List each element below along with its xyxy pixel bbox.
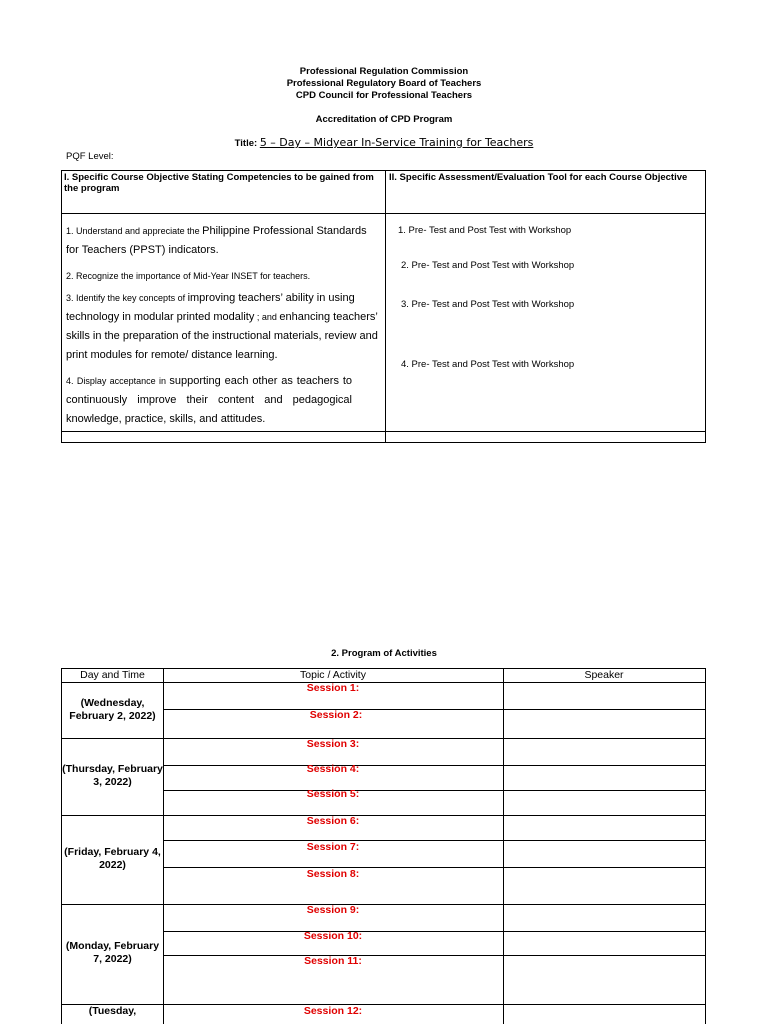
session-10: Session 10: xyxy=(303,930,363,942)
program-of-activities-heading: 2. Program of Activities xyxy=(331,648,437,659)
session-4: Session 4: xyxy=(306,763,360,775)
assessment-4: 4. Pre- Test and Post Test with Workshop xyxy=(401,359,575,370)
day-friday: (Friday, February 4, 2022) xyxy=(64,846,161,871)
title-label: Title: xyxy=(234,138,258,149)
day-monday: (Monday, February 7, 2022) xyxy=(65,940,160,965)
speaker-column-header: Speaker xyxy=(584,669,624,681)
objective-4: 4. Display acceptance in supporting each other as teachers to continuously improve their content and pedagogical knowledge, practice, skills, and attitudes. xyxy=(66,375,352,425)
session-2: Session 2: xyxy=(309,709,363,721)
board-name: Professional Regulatory Board of Teachers xyxy=(286,78,482,89)
day-thursday: (Thursday, February 3, 2022) xyxy=(62,763,163,788)
document-heading: Accreditation of CPD Program xyxy=(315,114,453,125)
session-3: Session 3: xyxy=(306,738,360,750)
commission-name: Professional Regulation Commission xyxy=(299,66,469,77)
objectives-table xyxy=(61,170,706,443)
session-5: Session 5: xyxy=(306,788,360,800)
objective-1: 1. Understand and appreciate the Philippine Professional Standards for Teachers (PPST) indicators. xyxy=(66,225,367,256)
session-1: Session 1: xyxy=(306,682,360,694)
title-value: 5 – Day – Midyear In-Service Training for Teachers xyxy=(259,136,534,149)
objectives-column-header: I. Specific Course Objective Stating Competencies to be gained from the program xyxy=(64,172,374,194)
session-7: Session 7: xyxy=(306,841,360,853)
assessment-column-header: II. Specific Assessment/Evaluation Tool for each Course Objective xyxy=(389,172,688,183)
council-name: CPD Council for Professional Teachers xyxy=(295,90,473,101)
objective-2: 2. Recognize the importance of Mid-Year INSET for teachers. xyxy=(66,271,311,281)
objective-3: 3. Identify the key concepts of improving teachers’ ability in using technology in modular printed modality ; and enhancing teachers’ skills in the preparation of the instructional materials, review and print modules for remote/ distance learning. xyxy=(66,292,378,361)
day-time-column-header: Day and Time xyxy=(80,669,145,681)
pqf-level-label: PQF Level: xyxy=(66,151,114,162)
program-table xyxy=(61,668,706,1024)
assessment-1: 1. Pre- Test and Post Test with Workshop xyxy=(398,225,572,236)
session-11: Session 11: xyxy=(304,955,362,967)
session-8: Session 8: xyxy=(306,868,360,880)
session-6: Session 6: xyxy=(306,815,360,827)
day-wednesday: (Wednesday, February 2, 2022) xyxy=(69,697,156,722)
session-12: Session 12: xyxy=(303,1005,363,1017)
assessment-3: 3. Pre- Test and Post Test with Workshop xyxy=(401,299,575,310)
program-title xyxy=(0,136,768,149)
day-tuesday: (Tuesday, xyxy=(88,1005,137,1017)
assessment-2: 2. Pre- Test and Post Test with Workshop xyxy=(401,260,575,271)
session-9: Session 9: xyxy=(306,904,360,916)
topic-column-header: Topic / Activity xyxy=(300,669,366,681)
